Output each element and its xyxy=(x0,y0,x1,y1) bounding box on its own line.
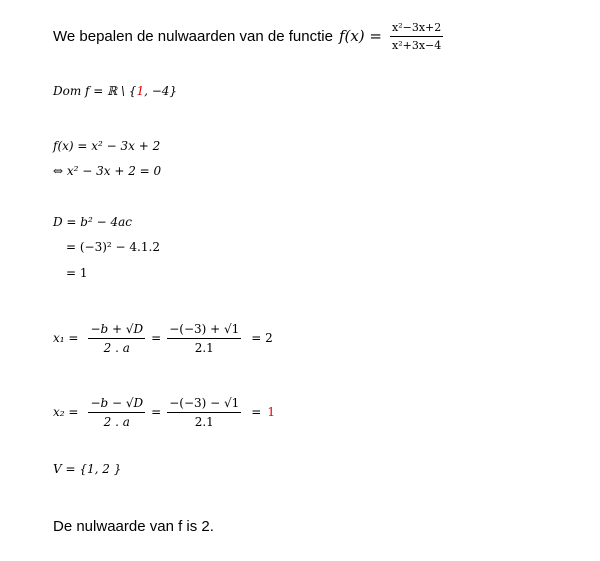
intro-fraction xyxy=(390,21,443,52)
intro-fraction-numerator: x²−3x+2 xyxy=(390,21,443,37)
solution-set: V = {1, 2 } xyxy=(53,462,122,476)
x1-fraction-2-numerator: −(−3) + √1 xyxy=(167,322,241,339)
x1-result: = 2 xyxy=(251,331,273,345)
x2-fraction-2 xyxy=(167,396,241,429)
x2-fraction-2-denominator: 2.1 xyxy=(194,414,214,429)
x1-fraction-2-denominator: 2.1 xyxy=(194,340,214,355)
domain-line xyxy=(53,84,177,98)
x2-result-red: 1 xyxy=(267,405,275,419)
x1-line xyxy=(53,318,273,358)
domain-right: , −4} xyxy=(144,84,178,98)
x2-fraction-1-denominator: 2 . a xyxy=(103,414,130,429)
x1-fraction-1-numerator: −b + √D xyxy=(88,322,145,339)
x2-label: x₂ = xyxy=(53,405,79,419)
intro-fx: f(x) = xyxy=(338,27,382,45)
equation-line-1: f(x) = x² − 3x + 2 xyxy=(53,139,161,153)
x2-equals-1: = xyxy=(151,405,162,419)
intro-text: We bepalen de nulwaarden van de functie xyxy=(53,27,333,45)
x2-fraction-2-numerator: −(−3) − √1 xyxy=(167,396,241,413)
x1-label: x₁ = xyxy=(53,331,79,345)
x1-fraction-1-denominator: 2 . a xyxy=(103,340,130,355)
x2-fraction-1 xyxy=(88,396,145,429)
x1-equals-1: = xyxy=(151,331,162,345)
domain-left: Dom f = ℝ \ { xyxy=(53,84,137,98)
intro-line xyxy=(53,21,443,51)
discriminant-line-2: = (−3)² − 4.1.2 xyxy=(66,240,160,254)
equation-line-2: ⇔ x² − 3x + 2 = 0 xyxy=(53,164,162,178)
intro-fraction-denominator: x²+3x−4 xyxy=(392,38,442,52)
x2-equals-2: = xyxy=(251,405,262,419)
x2-fraction-1-numerator: −b − √D xyxy=(88,396,145,413)
discriminant-line-3: = 1 xyxy=(66,266,88,280)
discriminant-line-1: D = b² − 4ac xyxy=(53,215,132,229)
x1-fraction-2 xyxy=(167,322,241,355)
x1-fraction-1 xyxy=(88,322,145,355)
x2-line xyxy=(53,392,275,432)
domain-excluded-red: 1 xyxy=(136,84,145,98)
conclusion-text: De nulwaarde van f is 2. xyxy=(53,518,214,535)
